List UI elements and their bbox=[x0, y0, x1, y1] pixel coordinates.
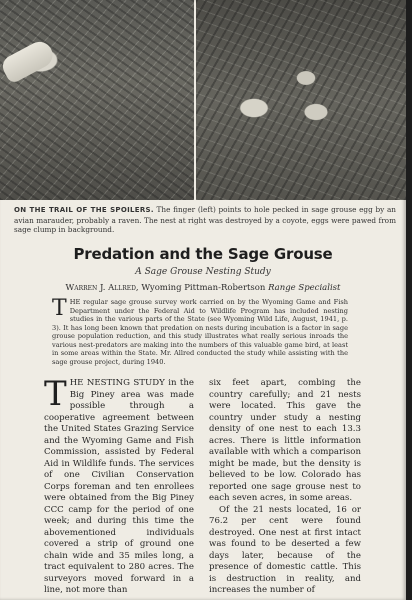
caption-text: The finger (left) points to hole pecked in sage grouse egg by an avian marauder, probably a raven. The nest at right was destroyed by a coyote, eggs were pawed from sage clump in background. bbox=[14, 205, 396, 235]
editor-introduction bbox=[52, 298, 348, 366]
photo-caption bbox=[14, 205, 396, 235]
article-title: Predation and the Sage Grouse bbox=[73, 245, 333, 263]
body-drop-cap: T bbox=[44, 374, 67, 414]
body-column-right bbox=[209, 378, 361, 597]
author-role: Range Specialist bbox=[268, 283, 341, 293]
body-right-paragraph-2: Of the 21 nests located, 16 or 76.2 per cent were found destroyed. One nest at first intact was found to be deserted a few days later, because of the presence of domestic cattle. This is destruction in reality, and increases the number of bbox=[209, 504, 361, 595]
intro-drop-cap: T bbox=[52, 296, 67, 321]
author-byline bbox=[0, 283, 406, 293]
article-subtitle: A Sage Grouse Nesting Study bbox=[135, 267, 271, 277]
body-left-text: in the Big Piney area was made possible through a cooperative agreement between the United States Grazing Service and the Wyoming Game and Fish Commission, assisted by Federal Aid in Wildlife funds. The services of one Civilian Conservation Corps foreman and ten enrollees were obtained from the Big Piney CCC camp for the period of one week; and during this time the abovementioned individuals covered a strip of ground one chain wide and 35 miles long, a tract equivalent to 280 acres. The surveyors moved forward in a line, not more than bbox=[44, 378, 194, 595]
caption-heading: ON THE TRAIL OF THE SPOILERS. bbox=[14, 206, 154, 214]
body-column-left bbox=[44, 374, 194, 597]
page-edge-shadow bbox=[406, 0, 412, 600]
body-right-paragraph-1: six feet apart, combing the country carefully; and 21 nests were located. This gave the country under study a nesting density of one nest to each 13.3 acres. There is little information available with which a comparison might be made, but the density is believed to be low. Colorado has reported one sage grouse nest to each seven acres, in some areas. bbox=[209, 378, 361, 503]
pointing-finger bbox=[0, 37, 57, 84]
destroyed-nest-photo-right bbox=[196, 0, 406, 200]
egg-photo-left bbox=[0, 0, 194, 200]
intro-text: HE regular sage grouse survey work carried on by the Wyoming Game and Fish Department under the Federal Aid to Wildlife Program has included nesting studies in the various parts of the State (see Wyoming Wild Life, August, 1941, p. 3). It has long been known that predation on nests during incubation is a factor in sage grouse population reduction, and this study illustrates what really serious inroads the various nest-predators are making into the numbers of this valuable game bird, at least in some areas within the State. Mr. Allred conducted the study while assisting with the sage grouse project, during 1940. bbox=[52, 298, 348, 366]
author-organization: Wyoming Pittman-Robertson bbox=[138, 283, 269, 293]
body-lead-caps: HE NESTING STUDY bbox=[69, 378, 165, 388]
author-name: Warren J. Allred, bbox=[65, 283, 139, 293]
